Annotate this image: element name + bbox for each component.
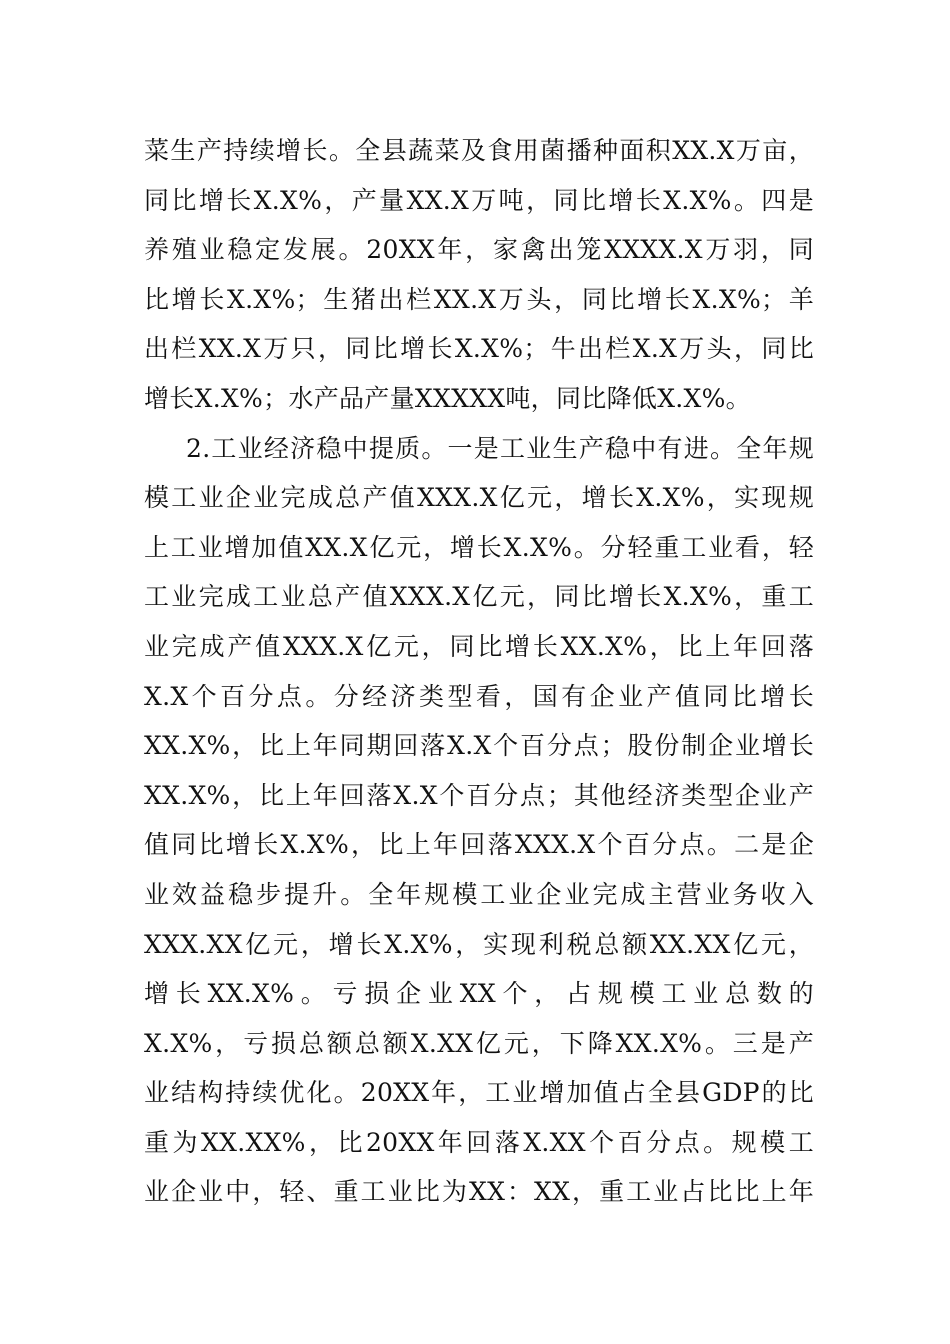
text-line: 业企业中，轻、重工业比为XX：XX，重工业占比比上年 <box>144 1177 814 1207</box>
text-line: 值同比增长X.X%，比上年回落XXX.X个百分点。二是企 <box>144 830 814 860</box>
text-line: 出栏XX.X万只，同比增长X.X%；牛出栏X.X万头，同比 <box>144 334 814 364</box>
text-line: X.X%，亏损总额总额X.XX亿元，下降XX.X%。三是产 <box>144 1028 814 1058</box>
text-line: 上工业增加值XX.X亿元，增长X.X%。分轻重工业看，轻 <box>144 532 814 562</box>
text-line: 重为XX.XX%，比20XX年回落X.XX个百分点。规模工 <box>144 1127 814 1157</box>
text-line: 业结构持续优化。20XX年，工业增加值占全县GDP的比 <box>144 1078 814 1108</box>
text-line: XX.X%，比上年同期回落X.X个百分点；股份制企业增长 <box>144 731 814 761</box>
text-line: XX.X%，比上年回落X.X个百分点；其他经济类型企业产 <box>144 780 814 810</box>
text-line: 比增长X.X%；生猪出栏XX.X万头，同比增长X.X%；羊 <box>144 284 814 314</box>
text-line: 同比增长X.X%，产量XX.X万吨，同比增长X.X%。四是 <box>144 185 814 215</box>
text-line: 增长XX.X%。亏损企业XX个，占规模工业总数的 <box>144 979 814 1009</box>
text-line: 工业完成工业总产值XXX.X亿元，同比增长X.X%，重工 <box>144 582 814 612</box>
text-line: 菜生产持续增长。全县蔬菜及食用菌播种面积XX.X万亩， <box>144 136 814 165</box>
body-text <box>144 126 814 1217</box>
text-line: X.X个百分点。分经济类型看，国有企业产值同比增长 <box>144 681 814 711</box>
text-line: 业完成产值XXX.X亿元，同比增长XX.X%，比上年回落 <box>144 631 814 661</box>
text-line: XXX.XX亿元，增长X.X%，实现利税总额XX.XX亿元， <box>144 929 814 959</box>
text-line: 业效益稳步提升。全年规模工业企业完成主营业务收入 <box>144 879 814 909</box>
section-heading-line: 2.工业经济稳中提质。一是工业生产稳中有进。全年规 <box>186 433 814 463</box>
text-line: 模工业企业完成总产值XXX.X亿元，增长X.X%，实现规 <box>144 483 814 513</box>
text-line: 增长X.X%；水产品产量XXXXX吨，同比降低X.X%。 <box>144 383 751 413</box>
text-line: 养殖业稳定发展。20XX年，家禽出笼XXXX.X万羽，同 <box>144 235 814 265</box>
